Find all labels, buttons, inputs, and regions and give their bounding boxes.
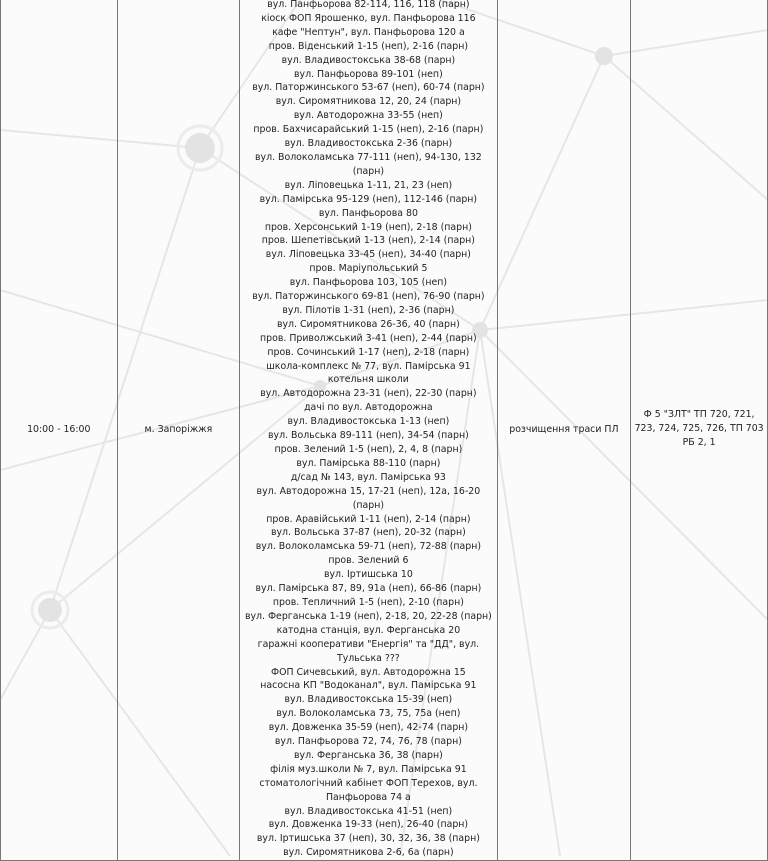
address-line: пров. Приволжський 3-41 (неп), 2-44 (парн)	[260, 332, 477, 344]
address-line: пров. Аравійський 1-11 (неп), 2-14 (парн)	[266, 513, 471, 525]
address-line: вул. Волоколамська 77-111 (неп), 94-130, 132 (парн)	[255, 151, 482, 177]
address-line: пров. Віденський 1-15 (неп), 2-16 (парн)	[268, 40, 469, 52]
address-line: вул. Панфьорова 103, 105 (неп)	[289, 277, 447, 289]
time-cell: 10:00 - 16:00	[1, 0, 118, 861]
address-line: кіоск ФОП Ярошенко, вул. Панфьорова 116	[261, 12, 476, 24]
address-line: вул. Владивостокська 2-36 (парн)	[284, 138, 453, 150]
address-line: вул. Владивостокська 38-68 (парн)	[281, 54, 456, 66]
city-cell: м. Запоріжжя	[117, 0, 240, 861]
address-line: вул. Ліповецька 33-45 (неп), 34-40 (парн)	[265, 249, 471, 261]
substation-cell: Ф 5 "ЗЛТ" ТП 720, 721, 723, 724, 725, 726, ТП 703 РБ 2, 1	[631, 0, 768, 861]
address-line: вул. Ферганська 1-19 (неп), 2-18, 20, 22-28 (парн)	[244, 610, 492, 622]
address-line: вул. Панфьорова 89-101 (неп)	[294, 68, 443, 80]
address-line: вул. Паторжинського 53-67 (неп), 60-74 (парн)	[252, 82, 485, 94]
address-line: вул. Автодорожна 33-55 (неп)	[293, 110, 443, 122]
reason-cell: розчищення траси ПЛ	[497, 0, 631, 861]
address-line: стоматологічний кабінет ФОП Терехов, вул. Панфьорова 74 а	[259, 777, 478, 803]
address-line: вул. Ферганська 36, 38 (парн)	[294, 749, 443, 761]
address-line: вул. Владивостокська 1-13 (неп)	[287, 416, 450, 428]
address-line: вул. Владивостокська 41-51 (неп)	[284, 805, 453, 817]
address-line: котельня школи	[327, 374, 409, 386]
address-line: вул. Автодорожна 15, 17-21 (неп), 12а, 16-20 (парн)	[256, 485, 481, 511]
address-line: вул. Ліповецька 1-11, 21, 23 (неп)	[284, 179, 453, 191]
address-line: пров. Шепетівський 1-13 (неп), 2-14 (парн)	[261, 235, 475, 247]
address-line: школа-комплекс № 77, вул. Памірська 91	[266, 360, 471, 372]
address-line: вул. Памірська 88-110 (парн)	[296, 457, 441, 469]
address-list-cell	[240, 0, 497, 861]
address-line: гаражні кооперативи "Енергія" та "ДД", вул. Тульська ???	[257, 638, 480, 664]
address-line: насосна КП "Водоканал", вул. Памірська 91	[260, 680, 477, 692]
address-line: пров. Зелений 1-5 (неп), 2, 4, 8 (парн)	[274, 444, 463, 455]
address-line: вул. Іртишська 37 (неп), 30, 32, 36, 38 (парн)	[256, 833, 480, 845]
address-line: вул. Волоколамська 59-71 (неп), 72-88 (парн)	[255, 541, 481, 553]
address-line: катодна станція, вул. Ферганська 20	[276, 624, 461, 636]
address-line: дачі по вул. Автодорожна	[304, 402, 433, 414]
address-line: вул. Довженка 19-33 (неп), 26-40 (парн)	[268, 819, 469, 831]
address-line: пров. Зелений 6	[328, 555, 409, 567]
address-line: пров. Сочинський 1-17 (неп), 2-18 (парн)	[267, 346, 470, 358]
address-line: кафе "Нептун", вул. Панфьорова 120 а	[272, 26, 465, 38]
address-line: вул. Владивостокська 15-39 (неп)	[284, 694, 453, 706]
address-line: пров. Маріупольський 5	[309, 263, 428, 275]
address-line: вул. Памірська 95-129 (неп), 112-146 (парн)	[259, 193, 478, 205]
address-line: вул. Памірська 87, 89, 91а (неп), 66-86 (парн)	[255, 583, 482, 595]
address-line: вул. Сиромятникова 26-36, 40 (парн)	[276, 318, 460, 330]
address-line: вул. Вольська 89-111 (неп), 34-54 (парн)	[268, 430, 469, 442]
address-line: пров. Херсонський 1-19 (неп), 2-18 (парн)	[264, 221, 472, 233]
address-line: пров. Бахчисарайський 1-15 (неп), 2-16 (парн)	[253, 124, 484, 136]
address-line: вул. Пілотів 1-31 (неп), 2-36 (парн)	[282, 304, 455, 316]
address-line: вул. Паторжинського 69-81 (неп), 76-90 (парн)	[252, 291, 485, 303]
address-line: вул. Панфьорова 72, 74, 76, 78 (парн)	[274, 736, 462, 748]
address-line: вул. Сиромятникова 2-6, 6а (парн)	[283, 847, 454, 859]
table-row	[1, 0, 768, 861]
address-line: філія муз.школи № 7, вул. Памірська 91	[270, 763, 467, 775]
address-line: вул. Вольська 37-87 (неп), 20-32 (парн)	[270, 527, 466, 539]
address-line: вул. Сиромятникова 12, 20, 24 (парн)	[275, 96, 462, 108]
address-line: пров. Тепличний 1-5 (неп), 2-10 (парн)	[272, 596, 464, 608]
address-line: вул. Панфьорова 80	[318, 207, 418, 219]
address-line: ФОП Сичевський, вул. Автодорожна 15	[271, 666, 466, 678]
address-line: вул. Іртишська 10	[323, 569, 413, 581]
address-line: вул. Панфьорова 82-114, 116, 118 (парн)	[267, 0, 470, 10]
address-line: д/сад № 143, вул. Памірська 93	[290, 471, 446, 483]
address-line: вул. Довженка 35-59 (неп), 42-74 (парн)	[268, 722, 469, 734]
address-line: вул. Волоколамська 73, 75, 75а (неп)	[276, 708, 461, 720]
address-line: вул. Автодорожна 23-31 (неп), 22-30 (парн)	[260, 388, 477, 400]
